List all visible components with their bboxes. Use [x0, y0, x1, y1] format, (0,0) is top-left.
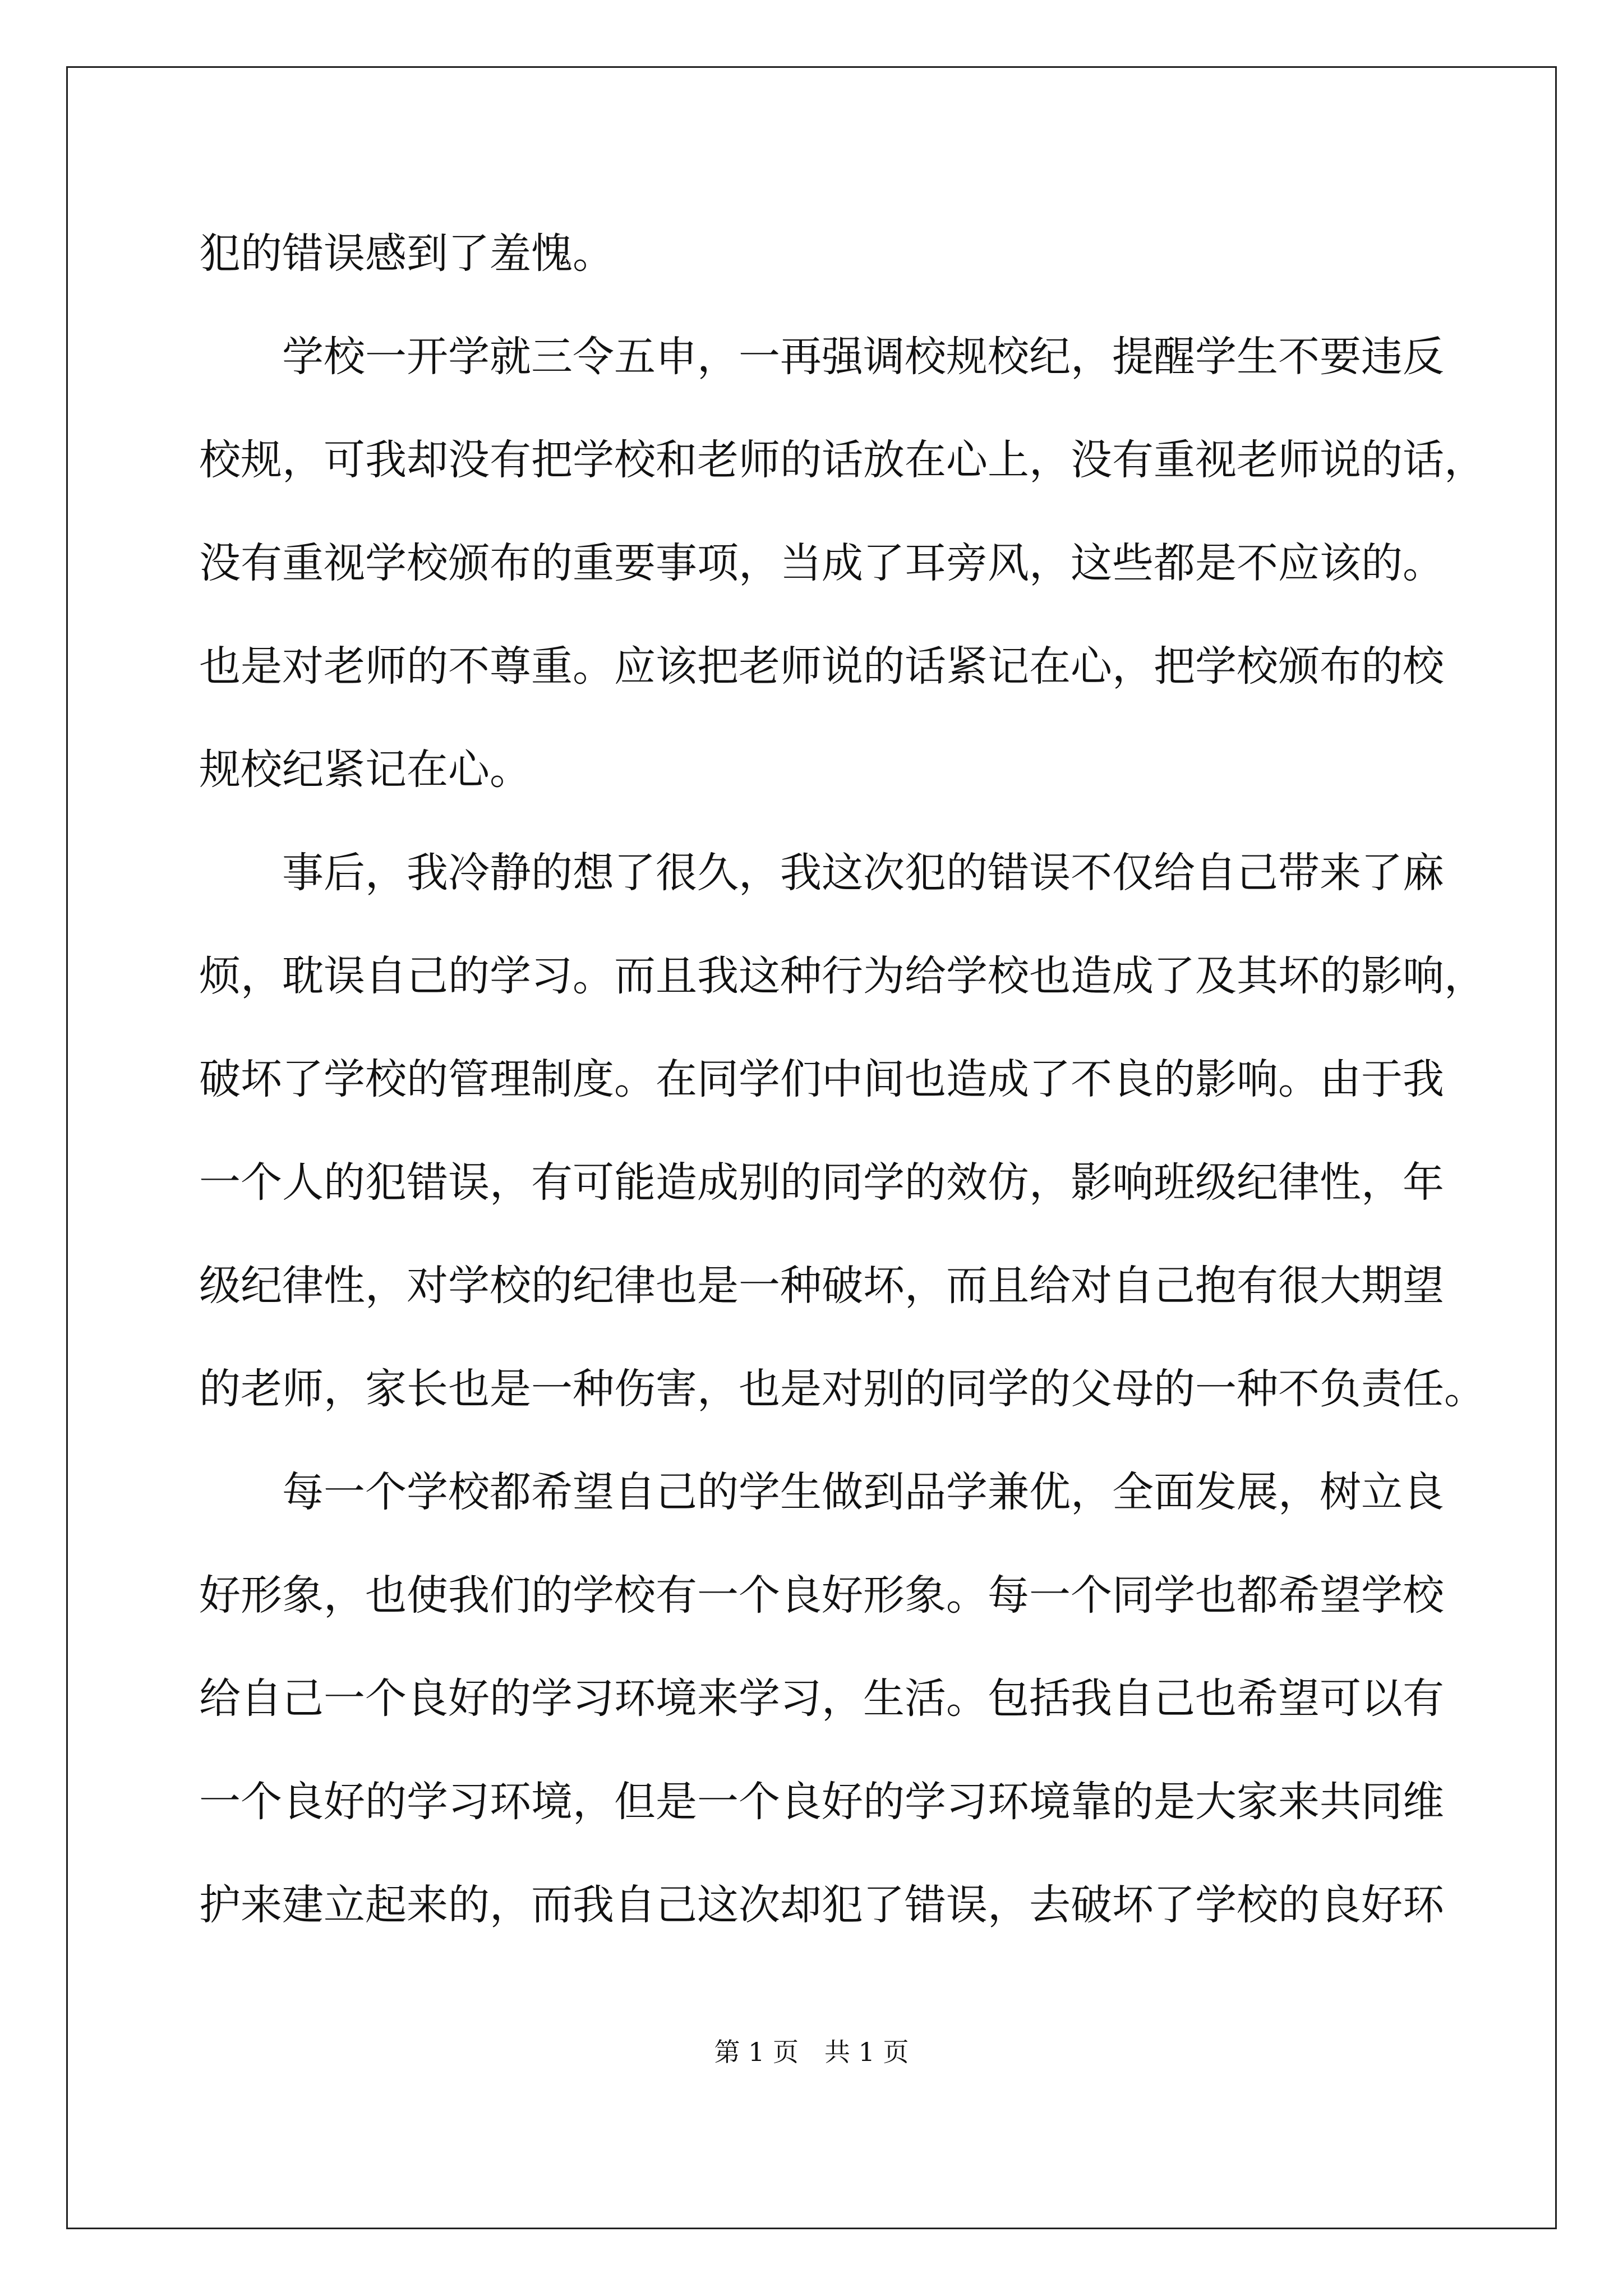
text-line: 犯的错误感到了羞愧。 [199, 229, 614, 278]
text-line: 好形象，也使我们的学校有一个良好形象。每一个同学也都希望学校 [199, 1571, 1444, 1619]
text-line: 一个人的犯错误，有可能造成别的同学的效仿，影响班级纪律性，年 [199, 1158, 1444, 1207]
text-line: 的老师，家长也是一种伤害，也是对别的同学的父母的一种不负责任。 [199, 1365, 1486, 1413]
page-number: 第 1 页 共 1 页 [714, 2037, 909, 2067]
text-line: 烦，耽误自己的学习。而且我这种行为给学校也造成了及其坏的影响， [199, 952, 1486, 1000]
text-line: 规校纪紧记在心。 [199, 746, 531, 794]
text-line: 每一个学校都希望自己的学生做到品学兼优，全面发展，树立良 [282, 1468, 1444, 1516]
text-line: 事后，我冷静的想了很久，我这次犯的错误不仅给自己带来了麻 [282, 849, 1444, 897]
text-line: 破坏了学校的管理制度。在同学们中间也造成了不良的影响。由于我 [199, 1055, 1444, 1103]
text-line: 一个良好的学习环境，但是一个良好的学习环境靠的是大家来共同维 [199, 1778, 1444, 1826]
text-line: 也是对老师的不尊重。应该把老师说的话紧记在心，把学校颁布的校 [199, 642, 1444, 691]
text-line: 给自己一个良好的学习环境来学习，生活。包括我自己也希望可以有 [199, 1674, 1444, 1723]
text-line: 校规，可我却没有把学校和老师的话放在心上，没有重视老师说的话， [199, 436, 1486, 484]
text-line: 级纪律性，对学校的纪律也是一种破坏，而且给对自己抱有很大期望 [199, 1262, 1444, 1310]
document-body [199, 202, 1486, 1957]
text-line: 学校一开学就三令五申，一再强调校规校纪，提醒学生不要违反 [282, 333, 1444, 381]
text-line: 没有重视学校颁布的重要事项，当成了耳旁风，这些都是不应该的。 [199, 539, 1444, 587]
text-line: 护来建立起来的，而我自己这次却犯了错误，去破坏了学校的良好环 [199, 1881, 1444, 1929]
